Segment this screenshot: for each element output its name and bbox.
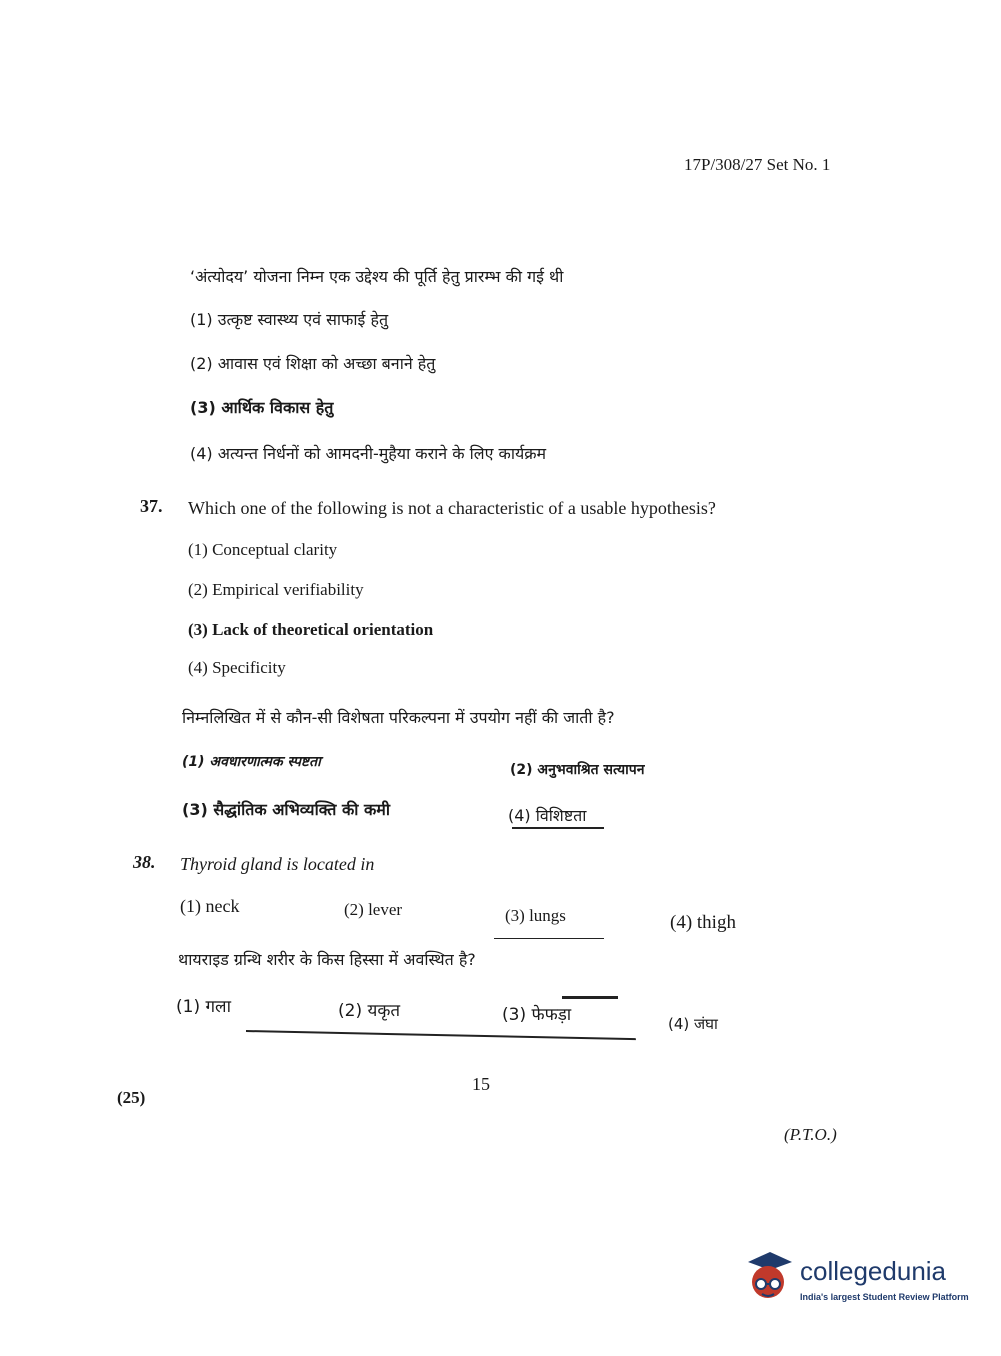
q38-option-1: (1) neck bbox=[180, 896, 240, 916]
q38-hindi-option-1: (1) गला bbox=[176, 997, 231, 1017]
q38-hindi-mark bbox=[562, 996, 618, 999]
q37-option-4: (4) Specificity bbox=[188, 658, 286, 677]
pto-label: (P.T.O.) bbox=[784, 1125, 837, 1144]
q38-option-underline bbox=[494, 938, 604, 939]
q37-number: 37. bbox=[140, 496, 163, 516]
q37-hindi-stem: निम्नलिखित में से कौन-सी विशेषता परिकल्पना में उपयोग नहीं की जाती है? bbox=[182, 708, 615, 727]
q38-hindi-option-2: (2) यकृत bbox=[338, 1001, 401, 1021]
q38-hindi-option-3: (3) फेफड़ा bbox=[502, 1005, 572, 1025]
set-code: 17P/308/27 Set No. 1 bbox=[684, 155, 831, 174]
q36-hindi-option-3: (3) आर्थिक विकास हेतु bbox=[190, 398, 334, 417]
q36-hindi-option-1: (1) उत्कृष्ट स्वास्थ्य एवं साफाई हेतु bbox=[190, 310, 389, 329]
q37-stem: Which one of the following is not a characteristic of a usable hypothesis? bbox=[188, 498, 716, 518]
q36-hindi-stem: ‘अंत्योदय’ योजना निम्न एक उद्देश्य की पूर्ति हेतु प्रारम्भ की गई थी bbox=[190, 267, 564, 286]
mascot-icon bbox=[740, 1248, 798, 1306]
q38-stem: Thyroid gland is located in bbox=[180, 854, 375, 874]
q37-hindi-option-1: (1) अवधारणात्मक स्पष्टता bbox=[182, 754, 321, 770]
q38-option-3: (3) lungs bbox=[505, 906, 566, 925]
q37-answer-underline bbox=[512, 827, 604, 829]
q38-option-4: (4) thigh bbox=[670, 912, 736, 933]
brand-tagline: India's largest Student Review Platform bbox=[800, 1292, 969, 1302]
q37-hindi-option-3: (3) सैद्धांतिक अभिव्यक्ति की कमी bbox=[182, 800, 390, 819]
q38-option-2: (2) lever bbox=[344, 900, 403, 919]
q36-hindi-option-2: (2) आवास एवं शिक्षा को अच्छा बनाने हेतु bbox=[190, 354, 436, 373]
q37-hindi-option-4: (4) विशिष्टता bbox=[508, 806, 587, 825]
page-number: 15 bbox=[472, 1074, 490, 1094]
collegedunia-logo bbox=[740, 1248, 970, 1310]
q38-number: 38. bbox=[133, 852, 156, 872]
q38-hindi-option-4: (4) जंघा bbox=[668, 1015, 718, 1033]
brand-name: collegedunia bbox=[800, 1256, 947, 1286]
q37-option-2: (2) Empirical verifiability bbox=[188, 580, 364, 599]
q37-hindi-option-2: (2) अनुभवाश्रित सत्यापन bbox=[510, 762, 645, 778]
q38-hindi-stem: थायराइड ग्रन्थि शरीर के किस हिस्सा में अवस्थित है? bbox=[178, 950, 476, 969]
q37-option-3: (3) Lack of theoretical orientation bbox=[188, 620, 434, 639]
q37-option-1: (1) Conceptual clarity bbox=[188, 540, 338, 559]
q36-hindi-option-4: (4) अत्यन्त निर्धनों को आमदनी-मुहैया कराने के लिए कार्यक्रम bbox=[190, 444, 547, 463]
paper-code-left: (25) bbox=[117, 1088, 146, 1107]
q38-hindi-underline bbox=[246, 1030, 636, 1040]
